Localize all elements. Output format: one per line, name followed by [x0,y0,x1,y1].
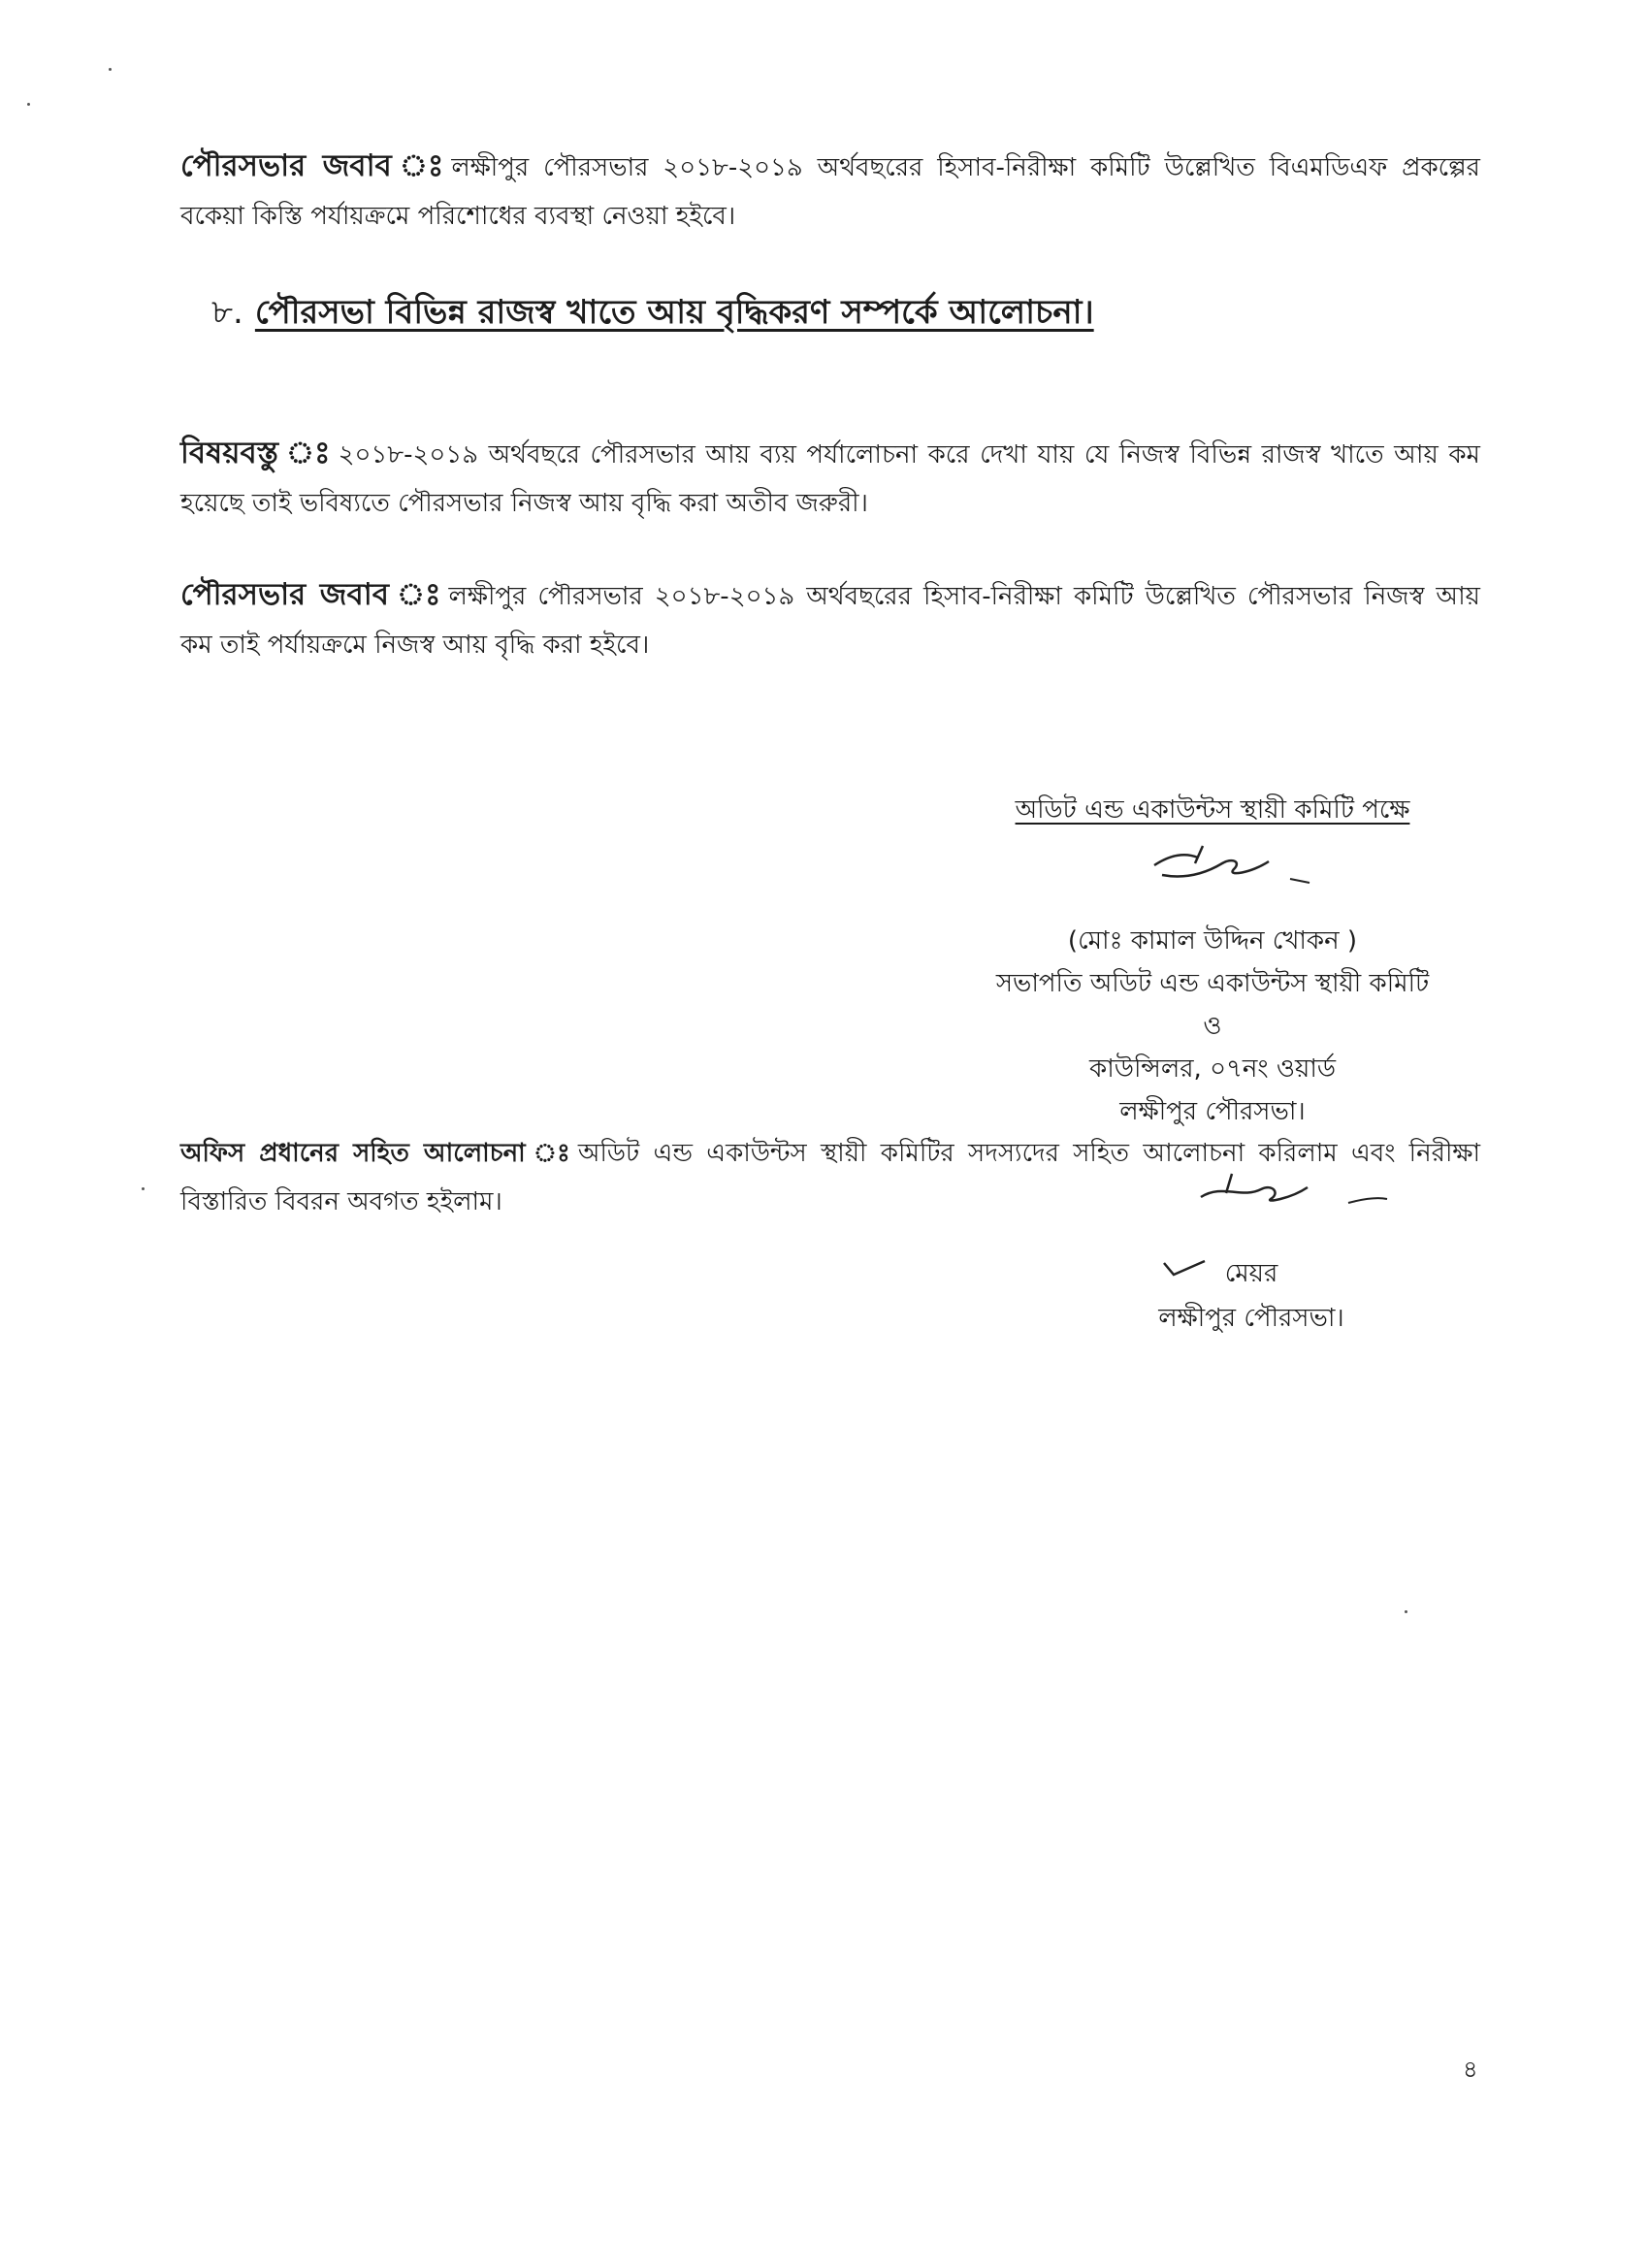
signatory-conjunction: ও [1203,1012,1222,1041]
signatory-org: লক্ষীপুর পৌরসভা। [1119,1097,1306,1126]
mayor-org: লক্ষীপুর পৌরসভা। [1158,1304,1344,1333]
discussion-label: অফিস প্রধানের সহিত আলোচনা [180,1139,526,1168]
mayor-signature-scribble [1193,1160,1406,1218]
reply-label: পৌরসভার জবাব [180,148,392,183]
signatory-role: কাউন্সিলর, ০৭নং ওয়ার্ড [1089,1054,1336,1084]
page-number: ৪ [1463,2056,1478,2083]
municipality-reply-paragraph-1 [180,142,1480,241]
subject-label: বিষয়বস্তু [180,436,279,470]
subject-separator: ঃ [286,436,331,470]
heading-number: ৮. [211,293,243,332]
scan-speck [109,68,112,71]
scan-speck [27,103,30,106]
mayor-title: মেয়র [1224,1259,1278,1288]
signatory-name: (মোঃ কামাল উদ্দিন খোকন ) [1067,926,1358,956]
reply-text: লক্ষীপুর পৌরসভার ২০১৮-২০১৯ অর্থবছরের হিসাব-নিরীক্ষা কমিটি উল্লেখিত বিএমডিএফ প্রকল্পের বকেয়া কিস্তি পর্যায়ক্রমে পরিশোধের ব্যবস্থা নেওয়া হইবে। [180,153,1480,231]
discussion-separator: ঃ [533,1139,570,1168]
reply-separator: ঃ [399,148,444,183]
subject-text: ২০১৮-২০১৯ অর্থবছরে পৌরসভার আয় ব্যয় পর্যালোচনা করে দেখা যায় যে নিজস্ব বিভিন্ন রাজস্ব খাতে আয় কম হয়েছে তাই ভবিষ্যতে পৌরসভার নিজস্ব আয় বৃদ্ধি করা অতীব জরুরী। [180,440,1480,518]
committee-signature-scribble [1145,836,1339,904]
committee-on-behalf: অডিট এন্ড একাউন্টস স্থায়ী কমিটি পক্ষে [1015,795,1410,825]
mayor-signature-block [1106,1251,1397,1341]
scan-speck [1405,1610,1407,1613]
committee-signature-block [873,920,1552,1133]
scan-speck [142,1187,145,1190]
reply-label: পৌরসভার জবাব [180,577,389,612]
municipality-reply-paragraph-2 [180,570,1480,669]
heading-title: পৌরসভা বিভিন্ন রাজস্ব খাতে আয় বৃদ্ধিকরণ সম্পর্কে আলোচনা। [254,293,1094,332]
signatory-title: সভাপতি অডিট এন্ড একাউন্টস স্থায়ী কমিটি [995,969,1430,998]
subject-paragraph [180,429,1480,528]
section-heading-8 [211,287,1094,342]
reply-separator: ঃ [396,577,441,612]
reply-text: লক্ষীপুর পৌরসভার ২০১৮-২০১৯ অর্থবছরের হিসাব-নিরীক্ষা কমিটি উল্লেখিত পৌরসভার নিজস্ব আয় কম তাই পর্যায়ক্রমে নিজস্ব আয় বৃদ্ধি করা হইবে। [180,582,1480,660]
discussion-text: অডিট এন্ড একাউন্টস স্থায়ী কমিটির সদস্যদের সহিত আলোচনা করিলাম এবং নিরীক্ষা বিস্তারিত বিবরন অবগত হইলাম। [180,1139,1480,1216]
